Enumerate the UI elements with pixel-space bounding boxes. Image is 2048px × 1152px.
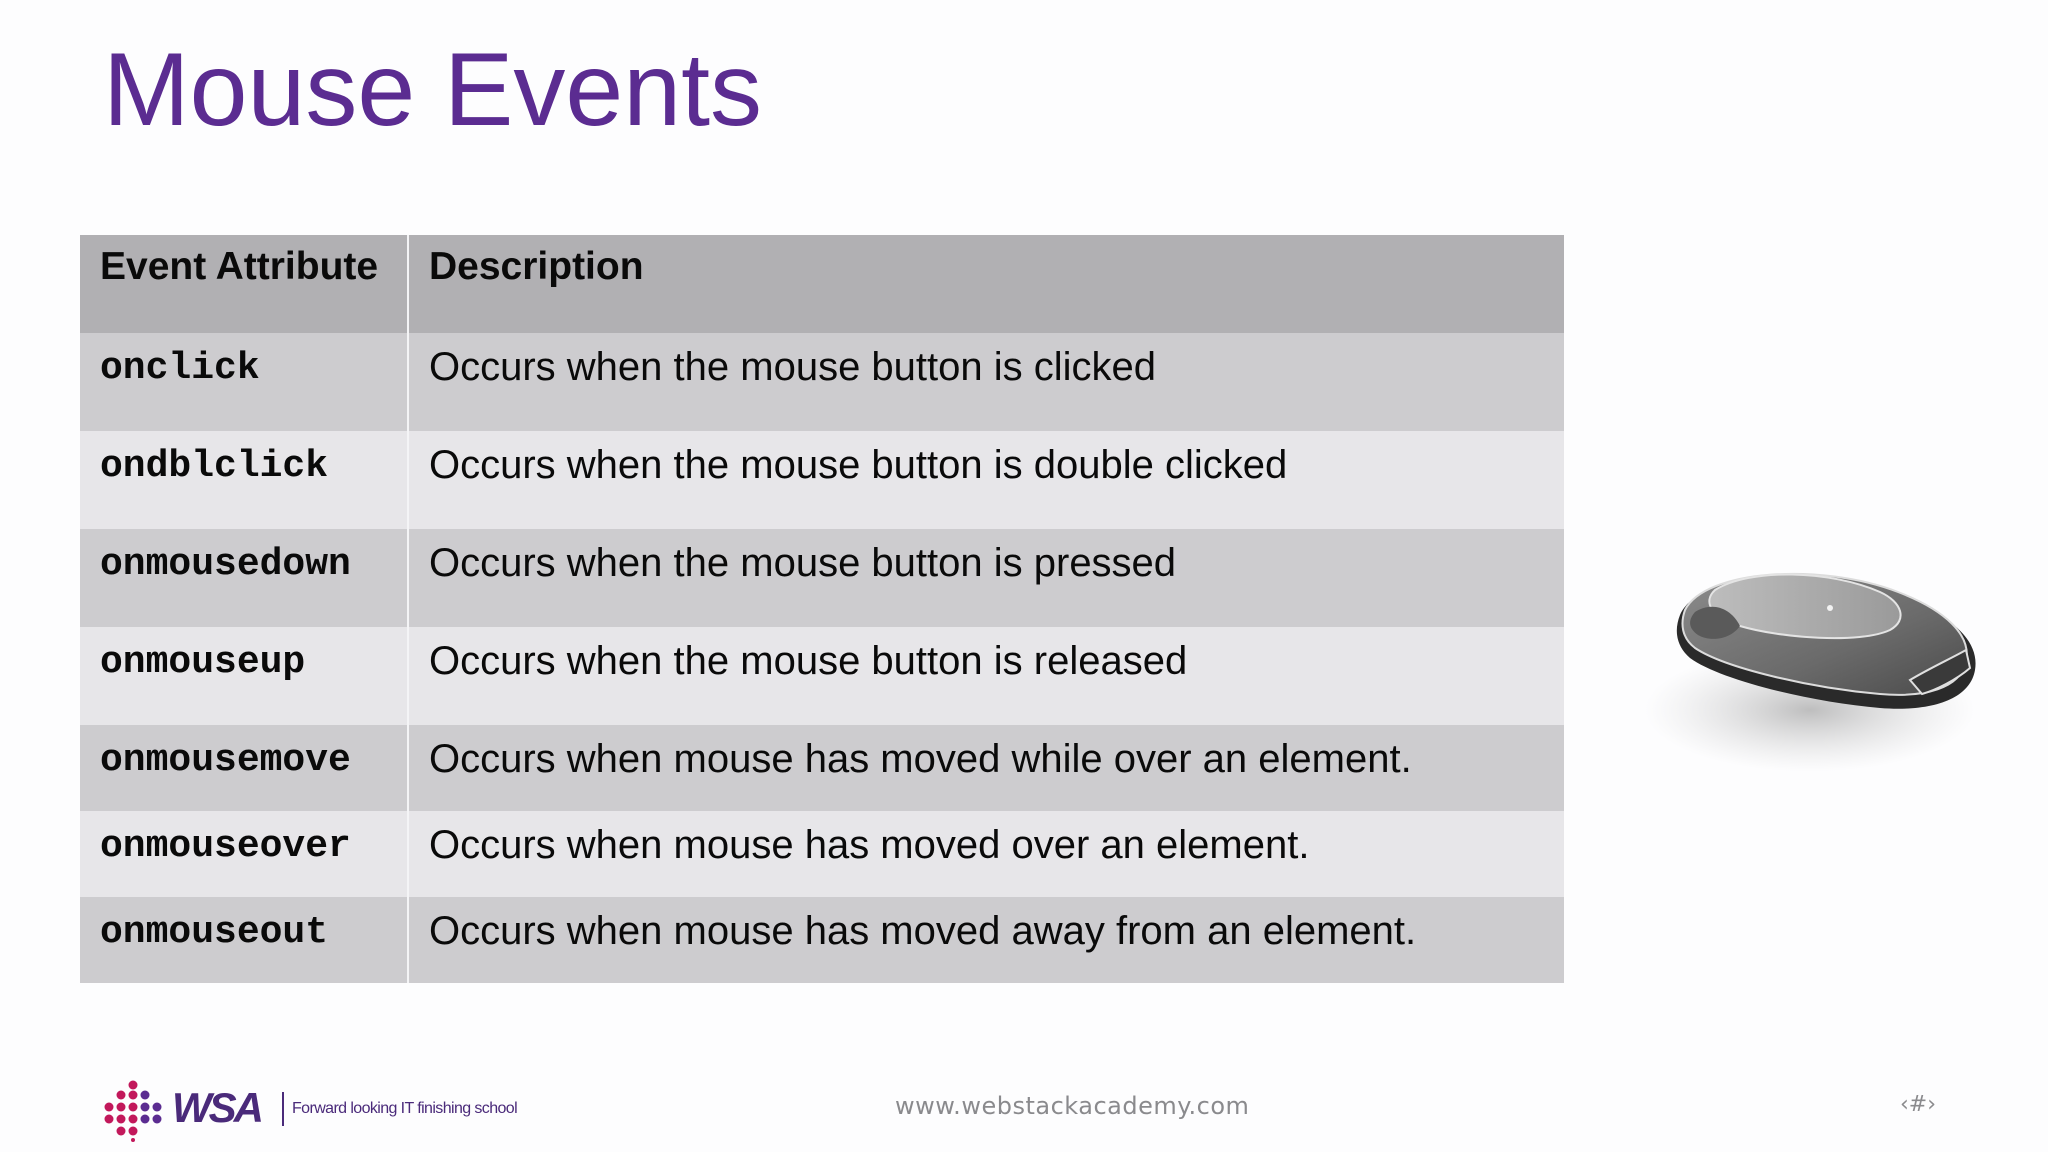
event-description-cell: Occurs when the mouse button is released [408,627,1564,725]
mouse-events-table [80,235,1564,983]
table-row [80,431,1564,529]
header-event-attribute: Event Attribute [80,235,408,333]
event-description-cell: Occurs when mouse has moved over an element. [408,811,1564,897]
wsa-logo [102,1080,522,1142]
wsa-logo-text: WSA [172,1084,261,1131]
footer-url: www.webstackacademy.com [895,1092,1250,1120]
event-attribute-cell: onclick [80,333,408,431]
table-row [80,333,1564,431]
table-row [80,897,1564,983]
event-attribute-cell: onmousemove [80,725,408,811]
logo-tagline: Forward looking IT finishing school [292,1100,518,1117]
event-description-cell: Occurs when the mouse button is pressed [408,529,1564,627]
event-attribute-cell: onmouseover [80,811,408,897]
table-header-row [80,235,1564,333]
event-description-cell: Occurs when the mouse button is double clicked [408,431,1564,529]
event-attribute-cell: onmousedown [80,529,408,627]
table-row [80,811,1564,897]
event-attribute-cell: ondblclick [80,431,408,529]
event-description-cell: Occurs when mouse has moved away from an element. [408,897,1564,983]
table-row [80,627,1564,725]
event-attribute-cell: onmouseup [80,627,408,725]
slide-number: ‹#› [1900,1092,1937,1117]
table-row [80,529,1564,627]
mouse-led-dot [1827,605,1833,611]
header-description: Description [408,235,1564,333]
logo-divider [282,1092,284,1126]
slide-title: Mouse Events [103,32,762,148]
wsa-dots-icon [102,1080,164,1142]
event-description-cell: Occurs when the mouse button is clicked [408,333,1564,431]
computer-mouse-illustration [1640,540,1990,780]
table-row [80,725,1564,811]
event-description-cell: Occurs when mouse has moved while over an element. [408,725,1564,811]
event-attribute-cell: onmouseout [80,897,408,983]
